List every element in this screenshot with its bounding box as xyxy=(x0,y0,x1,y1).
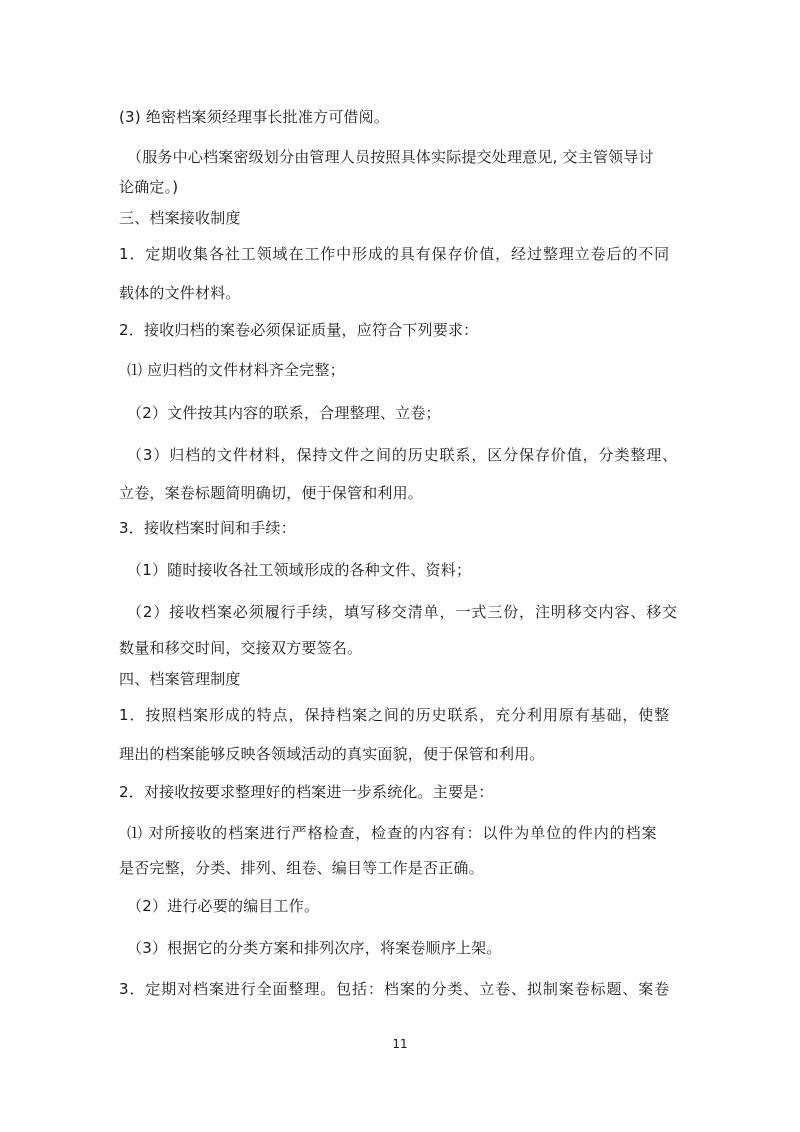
text-line: 1．按照档案形成的特点，保持档案之间的历史联系，充分利用原有基础，使整 xyxy=(119,706,671,724)
text-line: （2）接收档案必须履行手续，填写移交清单，一式三份，注明移交内容、移交 xyxy=(127,603,679,621)
text-line: （服务中心档案密级划分由管理人员按照具体实际提交处理意见, 交主管领导讨 xyxy=(127,148,654,166)
text-line: ⑴ 应归档的文件材料齐全完整； xyxy=(127,361,345,379)
text-line: 是否完整，分类、排列、组卷、编目等工作是否正确。 xyxy=(119,859,484,877)
section-heading: 三、档案接收制度 xyxy=(119,209,241,227)
text-line: （3）归档的文件材料，保持文件之间的历史联系，区分保存价值，分类整理、 xyxy=(127,446,679,464)
text-line: （3）根据它的分类方案和排列次序，将案卷顺序上架。 xyxy=(127,939,502,957)
text-line: (3) 绝密档案须经理事长批准方可借阅。 xyxy=(119,108,390,126)
text-line: ⑴ 对所接收的档案进行严格检查，检查的内容有：以件为单位的件内的档案 xyxy=(127,824,658,842)
text-line: 理出的档案能够反映各领域活动的真实面貌，便于保管和利用。 xyxy=(119,745,545,763)
text-line: 2．接收归档的案卷必须保证质量，应符合下列要求： xyxy=(119,321,479,339)
text-line: 论确定。) xyxy=(119,178,179,196)
text-line: （2）文件按其内容的联系，合理整理、立卷； xyxy=(127,404,441,422)
section-heading: 四、档案管理制度 xyxy=(119,670,241,688)
text-line: （2）进行必要的编目工作。 xyxy=(127,897,320,915)
text-line: 立卷，案卷标题简明确切，便于保管和利用。 xyxy=(119,484,424,502)
text-line: 1．定期收集各社工领域在工作中形成的具有保存价值，经过整理立卷后的不同 xyxy=(119,245,671,263)
page-number: 11 xyxy=(392,1037,408,1051)
text-line: 2．对接收按要求整理好的档案进一步系统化。主要是： xyxy=(119,783,494,801)
text-line: 3．接收档案时间和手续： xyxy=(119,519,296,537)
text-line: 载体的文件材料。 xyxy=(119,284,241,302)
text-line: 3．定期对档案进行全面整理。包括：档案的分类、立卷、拟制案卷标题、案卷 xyxy=(119,980,671,998)
text-line: 数量和移交时间，交接双方要签名。 xyxy=(119,639,363,657)
text-line: （1）随时接收各社工领域形成的各种文件、资料； xyxy=(127,561,472,579)
